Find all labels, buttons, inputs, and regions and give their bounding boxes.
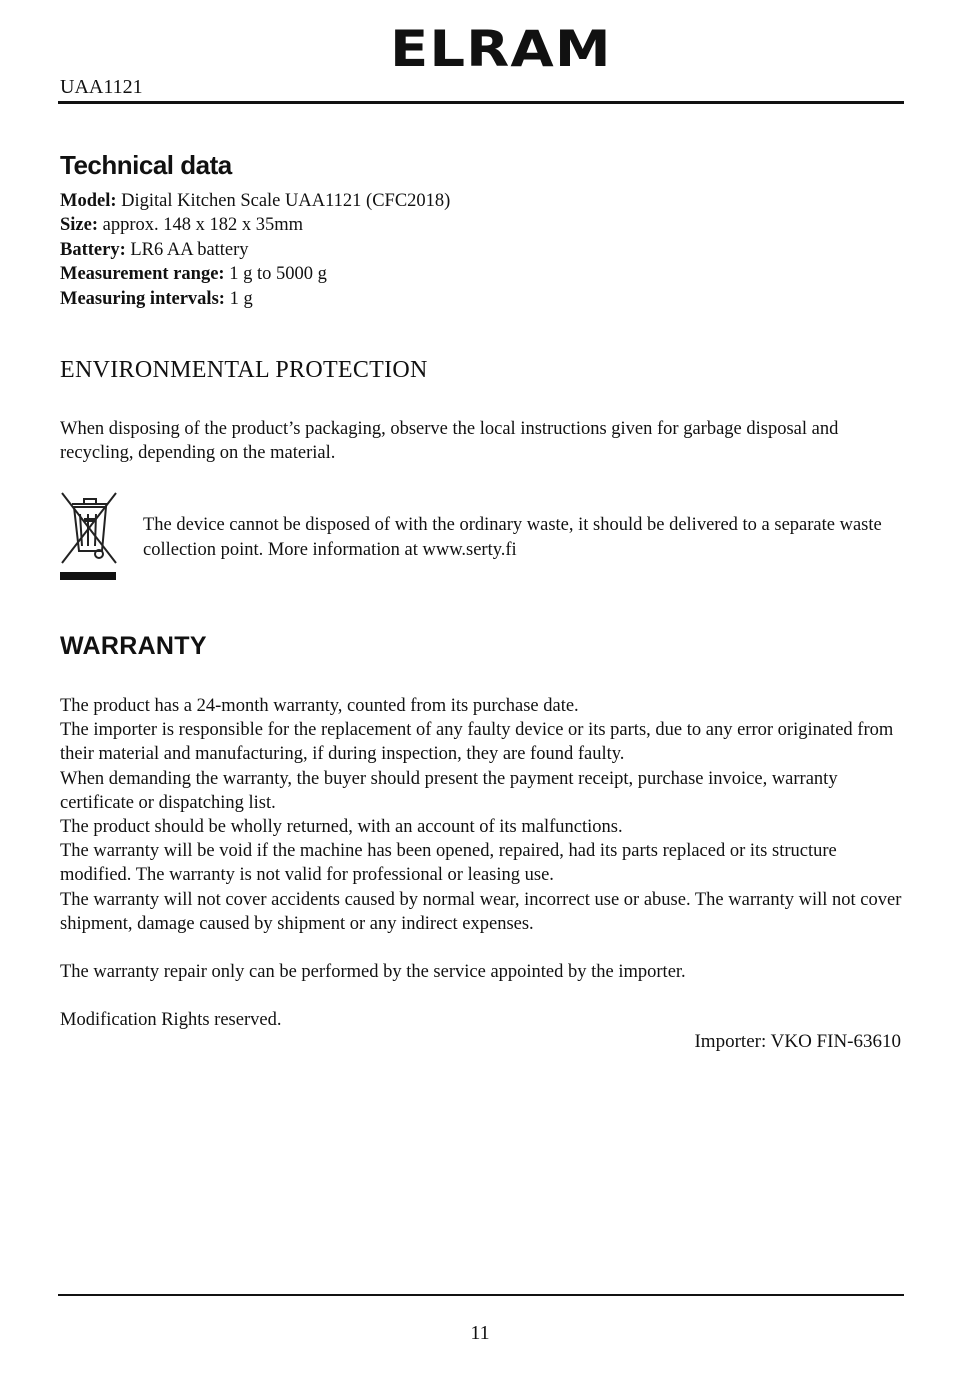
- modification-rights-note: Modification Rights reserved.: [60, 1010, 282, 1031]
- warranty-paragraph: The warranty will be void if the machine has been opened, repaired, had its parts replaced or its structure modified. The warranty is not valid for professional or leasing use.: [60, 841, 837, 886]
- spec-value: approx. 148 x 182 x 35mm: [102, 215, 304, 236]
- technical-specs: [60, 189, 450, 311]
- warranty-paragraph: The importer is responsible for the replacement of any faulty device or its parts, due to any error originated from their material and manufacturing, if during inspection, they are found faulty.: [60, 720, 894, 765]
- weee-disposal-text: The device cannot be disposed of with the ordinary waste, it should be delivered to a separate waste collection point. More information at www.serty.fi: [143, 515, 882, 560]
- brand-logo: ELRAM: [390, 20, 612, 78]
- spec-value: 1 g: [229, 288, 253, 309]
- spec-battery: [60, 238, 450, 262]
- spec-model: [60, 189, 450, 213]
- spec-size: [60, 213, 450, 237]
- header-divider: [58, 101, 904, 104]
- warranty-paragraph: The warranty will not cover accidents caused by normal wear, incorrect use or abuse. The warranty will not cover shipment, damage caused by shipment or any indirect expenses.: [60, 889, 902, 934]
- spec-value: 1 g to 5000 g: [229, 264, 327, 285]
- spec-measurement-range: [60, 262, 450, 286]
- spec-label: Measuring intervals:: [60, 288, 225, 309]
- spec-measuring-intervals: [60, 287, 450, 311]
- warranty-repair-note: The warranty repair only can be performed by the service appointed by the importer.: [60, 962, 686, 983]
- spec-value: LR6 AA battery: [130, 239, 249, 260]
- environmental-text: When disposing of the product’s packaging, observe the local instructions given for garbage disposal and recycling, depending on the material.: [60, 419, 839, 464]
- spec-value: Digital Kitchen Scale UAA1121 (CFC2018): [121, 191, 451, 211]
- warranty-paragraph: When demanding the warranty, the buyer should present the payment receipt, purchase invoice, warranty certificate or dispatching list.: [60, 768, 838, 813]
- warranty-heading: WARRANTY: [60, 632, 207, 660]
- crossed-out-wheelie-bin-icon: [58, 490, 120, 582]
- spec-label: Measurement range:: [60, 264, 225, 285]
- spec-label: Model:: [60, 191, 117, 211]
- importer-info: Importer: VKO FIN-63610: [694, 1031, 901, 1052]
- header-model-code: UAA1121: [60, 76, 143, 98]
- warranty-paragraph: The product has a 24-month warranty, counted from its purchase date.: [60, 696, 579, 716]
- environmental-protection-heading: ENVIRONMENTAL PROTECTION: [60, 357, 428, 383]
- warranty-paragraph: The product should be wholly returned, with an account of its malfunctions.: [60, 817, 623, 838]
- technical-data-heading: Technical data: [60, 150, 232, 180]
- footer-divider: [58, 1294, 904, 1296]
- spec-label: Battery:: [60, 239, 126, 260]
- spec-label: Size:: [60, 215, 99, 236]
- page-number: 11: [470, 1322, 490, 1344]
- warranty-text: [60, 694, 910, 1032]
